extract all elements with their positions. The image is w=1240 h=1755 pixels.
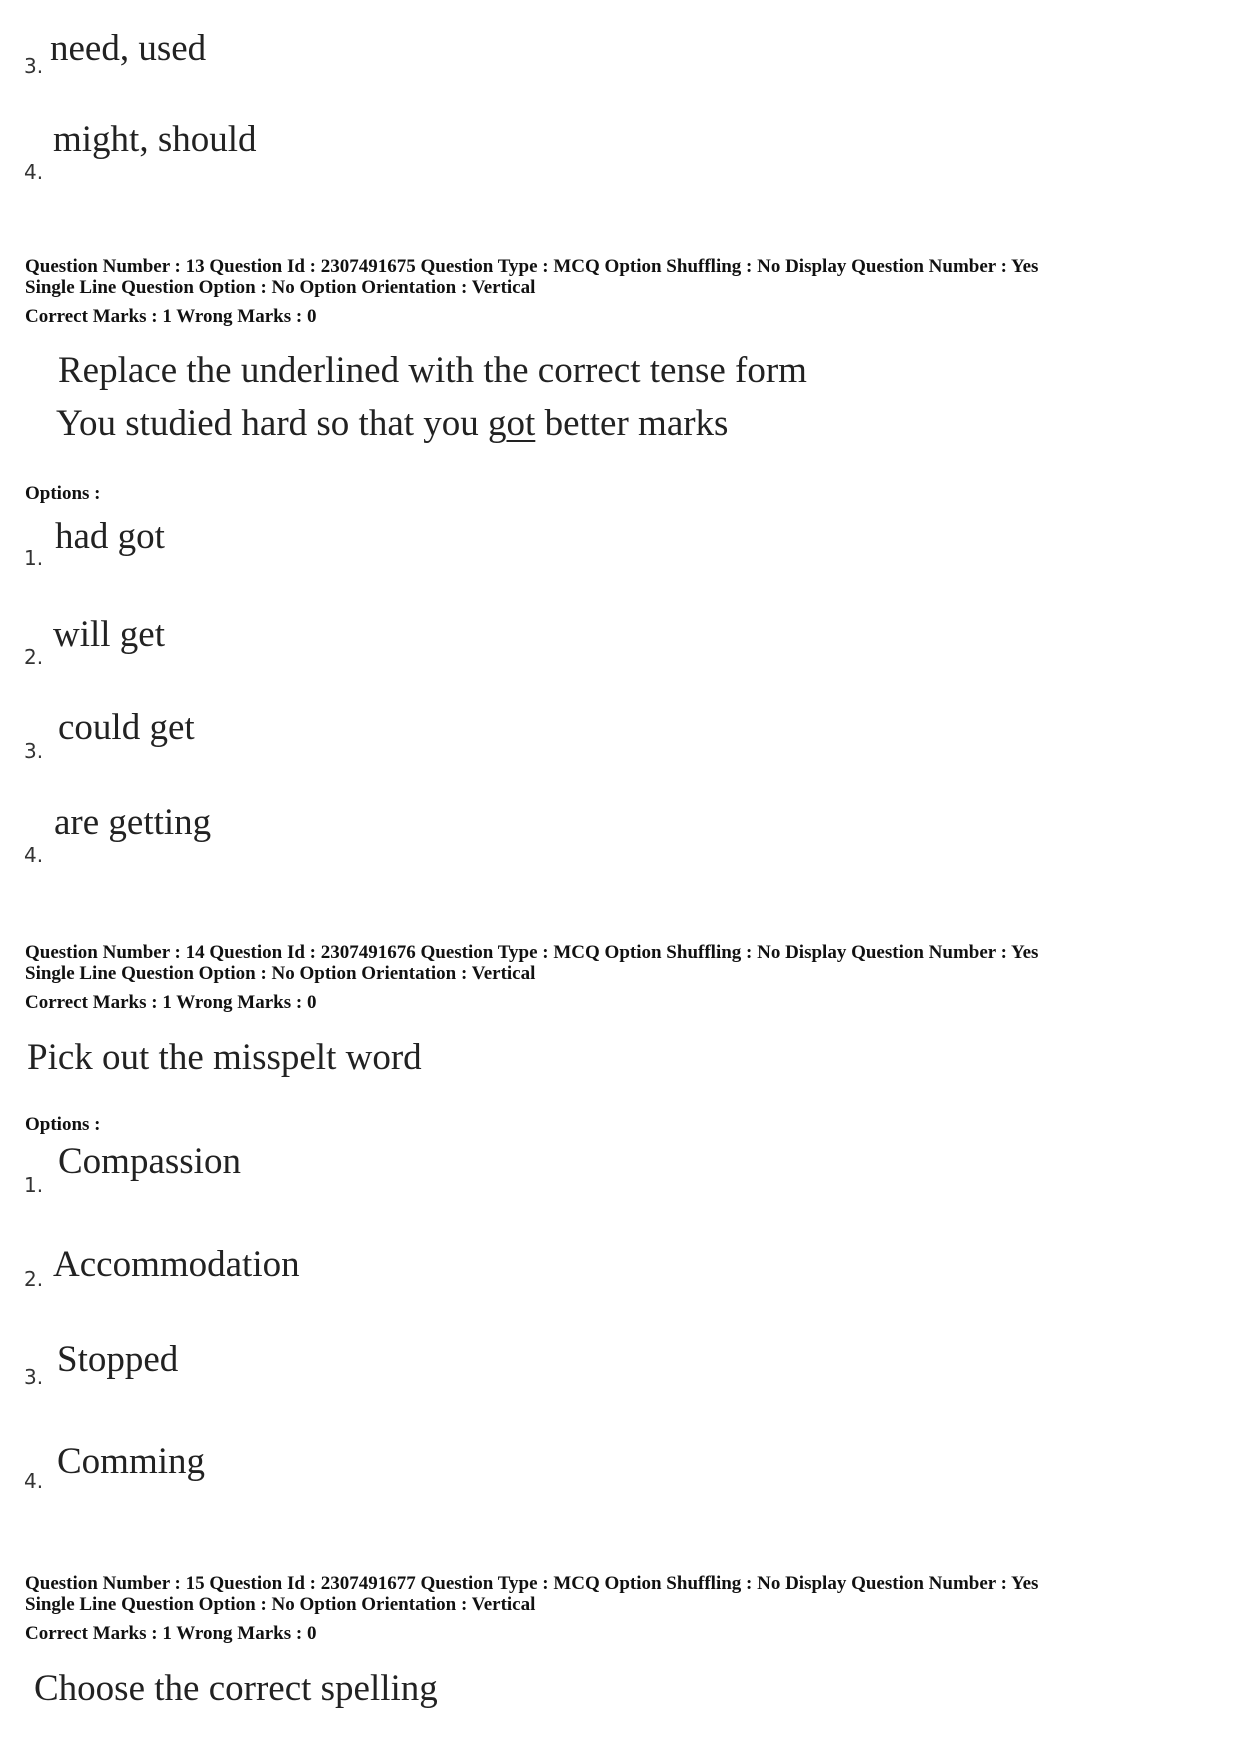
- question-meta-line: Single Line Question Option : No Option Orientation : Vertical: [25, 963, 536, 984]
- question-14-marks: Correct Marks : 1 Wrong Marks : 0: [25, 992, 317, 1013]
- text-segment: You studied hard so that you: [56, 403, 489, 444]
- option-text: could get: [58, 707, 195, 748]
- question-15-text: Choose the correct spelling: [34, 1668, 438, 1709]
- option-number: 3.: [24, 739, 44, 763]
- question-15-marks: Correct Marks : 1 Wrong Marks : 0: [25, 1623, 317, 1644]
- option-number: 1.: [24, 1173, 44, 1197]
- question-14-meta: [25, 942, 1038, 984]
- question-meta-line: Question Number : 15 Question Id : 2307491677 Question Type : MCQ Option Shuffling : No Display Question Number : Yes: [25, 1573, 1039, 1594]
- option-text: are getting: [54, 802, 212, 843]
- option-text: Stopped: [57, 1339, 179, 1380]
- question-meta-line: Single Line Question Option : No Option Orientation : Vertical: [25, 277, 536, 298]
- question-meta-line: Question Number : 13 Question Id : 2307491675 Question Type : MCQ Option Shuffling : No Display Question Number : Yes: [25, 256, 1039, 277]
- option-number: 4.: [24, 160, 44, 184]
- option-text: Accommodation: [53, 1244, 300, 1285]
- question-14-text: Pick out the misspelt word: [27, 1037, 422, 1078]
- option-text: Compassion: [58, 1141, 241, 1182]
- question-13-meta: [25, 256, 1038, 298]
- options-label: Options :: [25, 483, 101, 504]
- question-13-marks: Correct Marks : 1 Wrong Marks : 0: [25, 306, 317, 327]
- option-number: 3.: [24, 1365, 44, 1389]
- question-meta-line: Question Number : 14 Question Id : 2307491676 Question Type : MCQ Option Shuffling : No Display Question Number : Yes: [25, 942, 1039, 963]
- question-13-text-line1: Replace the underlined with the correct tense form: [58, 350, 807, 391]
- option-text: might, should: [53, 119, 257, 160]
- option-number: 1.: [24, 546, 44, 570]
- option-number: 3.: [24, 54, 44, 78]
- option-number: 2.: [24, 645, 44, 669]
- question-meta-line: Single Line Question Option : No Option Orientation : Vertical: [25, 1594, 536, 1615]
- question-15-meta: [25, 1573, 1038, 1615]
- underlined-word: got: [488, 403, 536, 444]
- option-text: had got: [55, 516, 165, 557]
- option-text: need, used: [50, 28, 207, 69]
- options-label: Options :: [25, 1114, 101, 1135]
- option-text: will get: [53, 614, 166, 655]
- option-number: 4.: [24, 1469, 44, 1493]
- option-text: Comming: [57, 1441, 206, 1482]
- option-number: 2.: [24, 1267, 44, 1291]
- question-13-text-line2: [56, 402, 728, 445]
- text-segment: better marks: [535, 403, 729, 444]
- option-number: 4.: [24, 843, 44, 867]
